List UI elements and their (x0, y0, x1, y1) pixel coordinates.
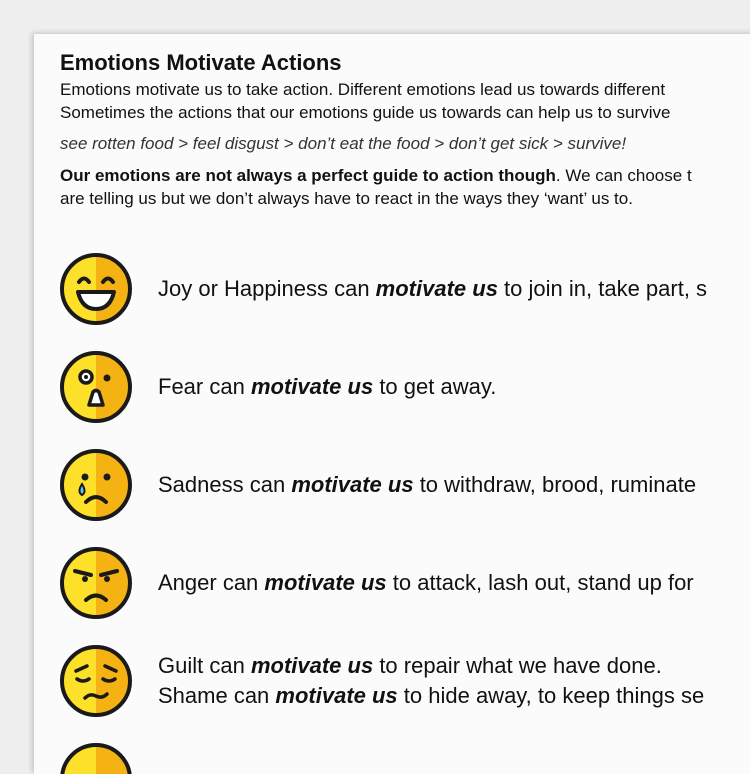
emotion-text-fear: Fear can motivate us to get away. (158, 374, 497, 399)
emotion-text-guilt-shame (158, 651, 704, 711)
emotion-row-sadness (58, 446, 750, 524)
caveat-line-1 (60, 164, 750, 187)
fear-face-icon (58, 349, 134, 425)
page-title: Emotions Motivate Actions (60, 50, 342, 75)
emotion-text-sadness: Sadness can motivate us to withdraw, brood, ruminate (158, 472, 697, 497)
caveat-rest: . We can choose t (555, 166, 692, 185)
shame-line: Shame can motivate us to hide away, to keep things se (158, 683, 705, 708)
intro-paragraph (60, 78, 750, 124)
intro-line-2: Sometimes the actions that our emotions guide us towards can help us to survive (60, 103, 671, 122)
emotion-row-fear (58, 348, 750, 426)
angry-face-icon (58, 545, 134, 621)
partial-face-icon (58, 741, 134, 774)
sad-face-icon (58, 447, 134, 523)
caveat-paragraph (60, 164, 750, 210)
emotion-text-joy: Joy or Happiness can motivate us to join in, take part, s (158, 276, 708, 301)
emotion-row-joy (58, 250, 750, 328)
guilt-shame-face-icon (58, 643, 134, 719)
example-chain: see rotten food > feel disgust > don’t eat the food > don’t get sick > survive! (60, 134, 627, 153)
caveat-line-2: are telling us but we don’t always have to react in the ways they ‘want’ us to. (60, 189, 633, 208)
caveat-bold: Our emotions are not always a perfect guide to action though (60, 166, 556, 185)
document-body (60, 50, 750, 210)
emotion-row-partial (58, 740, 750, 774)
emotion-row-anger (58, 544, 750, 622)
emotion-row-guilt-shame (58, 642, 750, 720)
happy-face-icon (58, 251, 134, 327)
intro-line-1: Emotions motivate us to take action. Different emotions lead us towards different (60, 80, 666, 99)
worksheet-page (34, 34, 750, 774)
emotion-text-anger: Anger can motivate us to attack, lash out, stand up for (158, 570, 694, 595)
guilt-line: Guilt can motivate us to repair what we have done. (158, 653, 662, 678)
